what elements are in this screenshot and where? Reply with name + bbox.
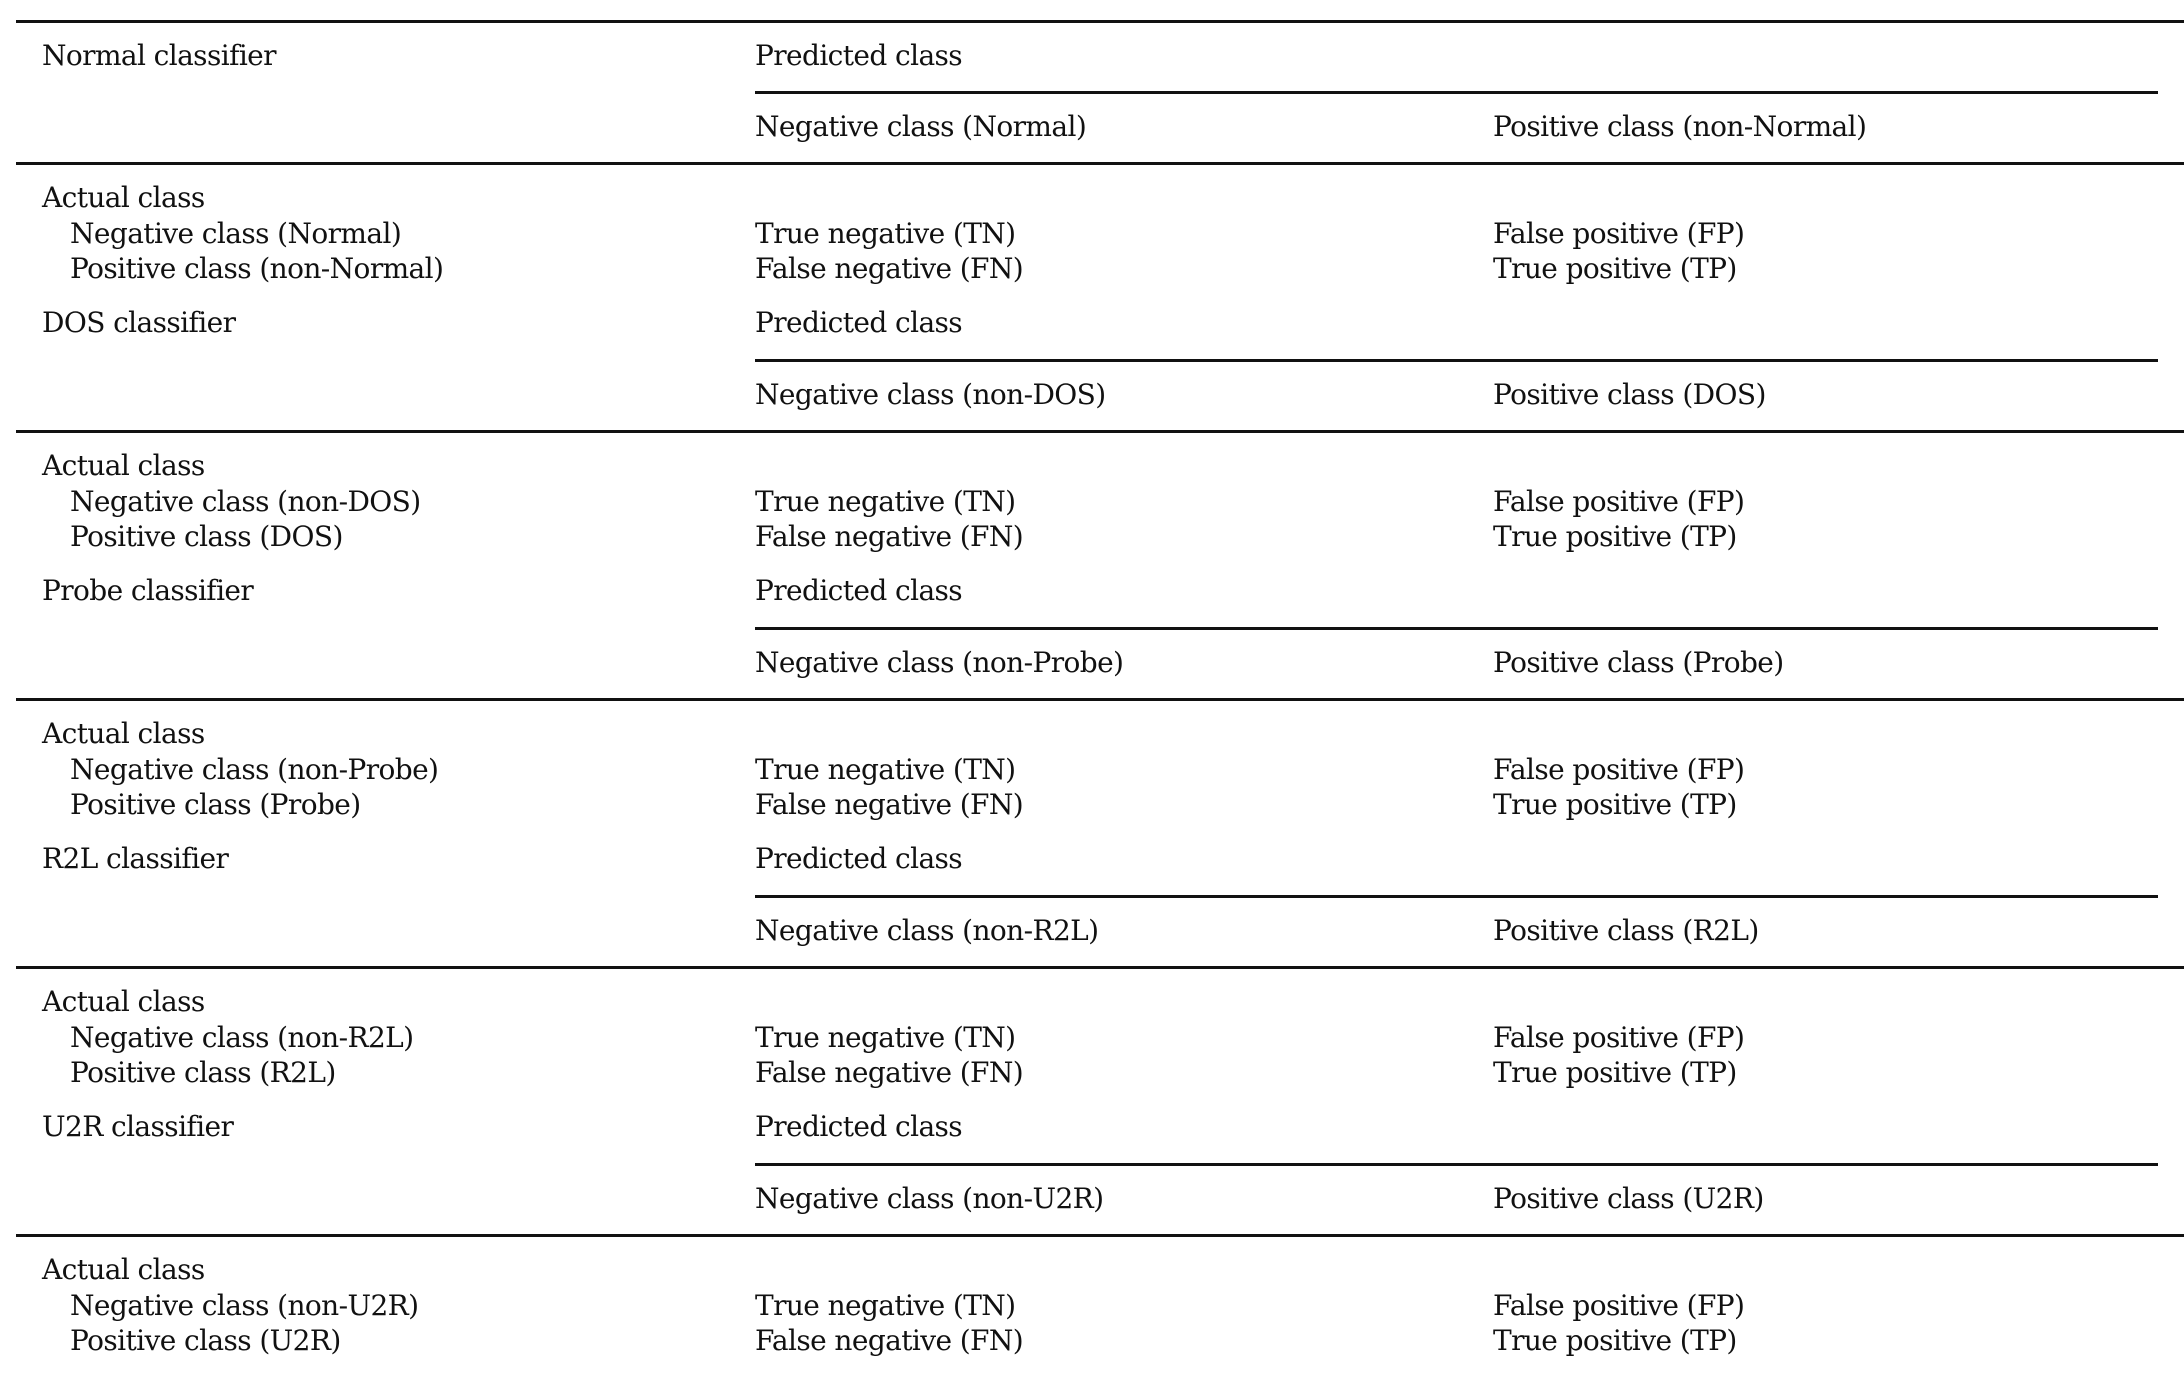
predicted-positive-header: Positive class (DOS) [1493, 378, 1766, 411]
actual-positive-label: Positive class (U2R) [70, 1324, 341, 1357]
actual-negative-label: Negative class (non-Probe) [70, 753, 439, 786]
predicted-negative-header: Negative class (non-U2R) [755, 1182, 1104, 1215]
classifier-title: Normal classifier [42, 39, 276, 72]
classifier-block-probe [0, 536, 2184, 821]
cell-fp: False positive (FP) [1493, 1289, 1745, 1322]
header-bottom-rule [16, 430, 2184, 433]
cell-tp: True positive (TP) [1493, 1056, 1737, 1089]
predicted-negative-header: Negative class (Normal) [755, 110, 1087, 143]
actual-negative-label: Negative class (non-R2L) [70, 1021, 414, 1054]
predicted-positive-header: Positive class (Probe) [1493, 646, 1784, 679]
cell-fn: False negative (FN) [755, 252, 1024, 285]
actual-class-label: Actual class [42, 985, 205, 1018]
predicted-negative-header: Negative class (non-Probe) [755, 646, 1124, 679]
cell-fn: False negative (FN) [755, 520, 1024, 553]
predicted-class-rule [755, 91, 2158, 94]
classifier-block-dos [0, 268, 2184, 553]
cell-tp: True positive (TP) [1493, 788, 1737, 821]
header-bottom-rule [16, 966, 2184, 969]
actual-class-label: Actual class [42, 1253, 205, 1286]
actual-positive-label: Positive class (R2L) [70, 1056, 336, 1089]
classifier-block-u2r [0, 1072, 2184, 1357]
actual-negative-label: Negative class (non-DOS) [70, 485, 421, 518]
cell-tp: True positive (TP) [1493, 1324, 1737, 1357]
classifier-title: U2R classifier [42, 1110, 234, 1143]
classifier-block-normal [0, 0, 2184, 285]
predicted-positive-header: Positive class (U2R) [1493, 1182, 1764, 1215]
predicted-class-rule [755, 895, 2158, 898]
predicted-class-rule [755, 627, 2158, 630]
actual-positive-label: Positive class (non-Normal) [70, 252, 444, 285]
cell-tn: True negative (TN) [755, 485, 1016, 518]
predicted-class-rule [755, 359, 2158, 362]
cell-tp: True positive (TP) [1493, 252, 1737, 285]
predicted-negative-header: Negative class (non-R2L) [755, 914, 1099, 947]
predicted-positive-header: Positive class (non-Normal) [1493, 110, 1867, 143]
predicted-class-header: Predicted class [755, 39, 963, 72]
header-bottom-rule [16, 162, 2184, 165]
predicted-class-header: Predicted class [755, 1110, 963, 1143]
classifier-title: R2L classifier [42, 842, 229, 875]
actual-negative-label: Negative class (Normal) [70, 217, 402, 250]
cell-tp: True positive (TP) [1493, 520, 1737, 553]
cell-fp: False positive (FP) [1493, 753, 1745, 786]
cell-fn: False negative (FN) [755, 1324, 1024, 1357]
actual-class-label: Actual class [42, 717, 205, 750]
cell-fp: False positive (FP) [1493, 1021, 1745, 1054]
predicted-negative-header: Negative class (non-DOS) [755, 378, 1106, 411]
predicted-positive-header: Positive class (R2L) [1493, 914, 1759, 947]
classifier-block-r2l [0, 804, 2184, 1089]
cell-tn: True negative (TN) [755, 1289, 1016, 1322]
predicted-class-header: Predicted class [755, 574, 963, 607]
header-bottom-rule [16, 1234, 2184, 1237]
predicted-class-rule [755, 1163, 2158, 1166]
cell-tn: True negative (TN) [755, 1021, 1016, 1054]
cell-fn: False negative (FN) [755, 1056, 1024, 1089]
actual-class-label: Actual class [42, 181, 205, 214]
cell-fp: False positive (FP) [1493, 485, 1745, 518]
classifier-title: Probe classifier [42, 574, 254, 607]
predicted-class-header: Predicted class [755, 306, 963, 339]
cell-tn: True negative (TN) [755, 753, 1016, 786]
actual-positive-label: Positive class (DOS) [70, 520, 343, 553]
actual-negative-label: Negative class (non-U2R) [70, 1289, 419, 1322]
actual-positive-label: Positive class (Probe) [70, 788, 361, 821]
cell-fp: False positive (FP) [1493, 217, 1745, 250]
predicted-class-header: Predicted class [755, 842, 963, 875]
actual-class-label: Actual class [42, 449, 205, 482]
cell-fn: False negative (FN) [755, 788, 1024, 821]
classifier-title: DOS classifier [42, 306, 236, 339]
cell-tn: True negative (TN) [755, 217, 1016, 250]
header-bottom-rule [16, 698, 2184, 701]
